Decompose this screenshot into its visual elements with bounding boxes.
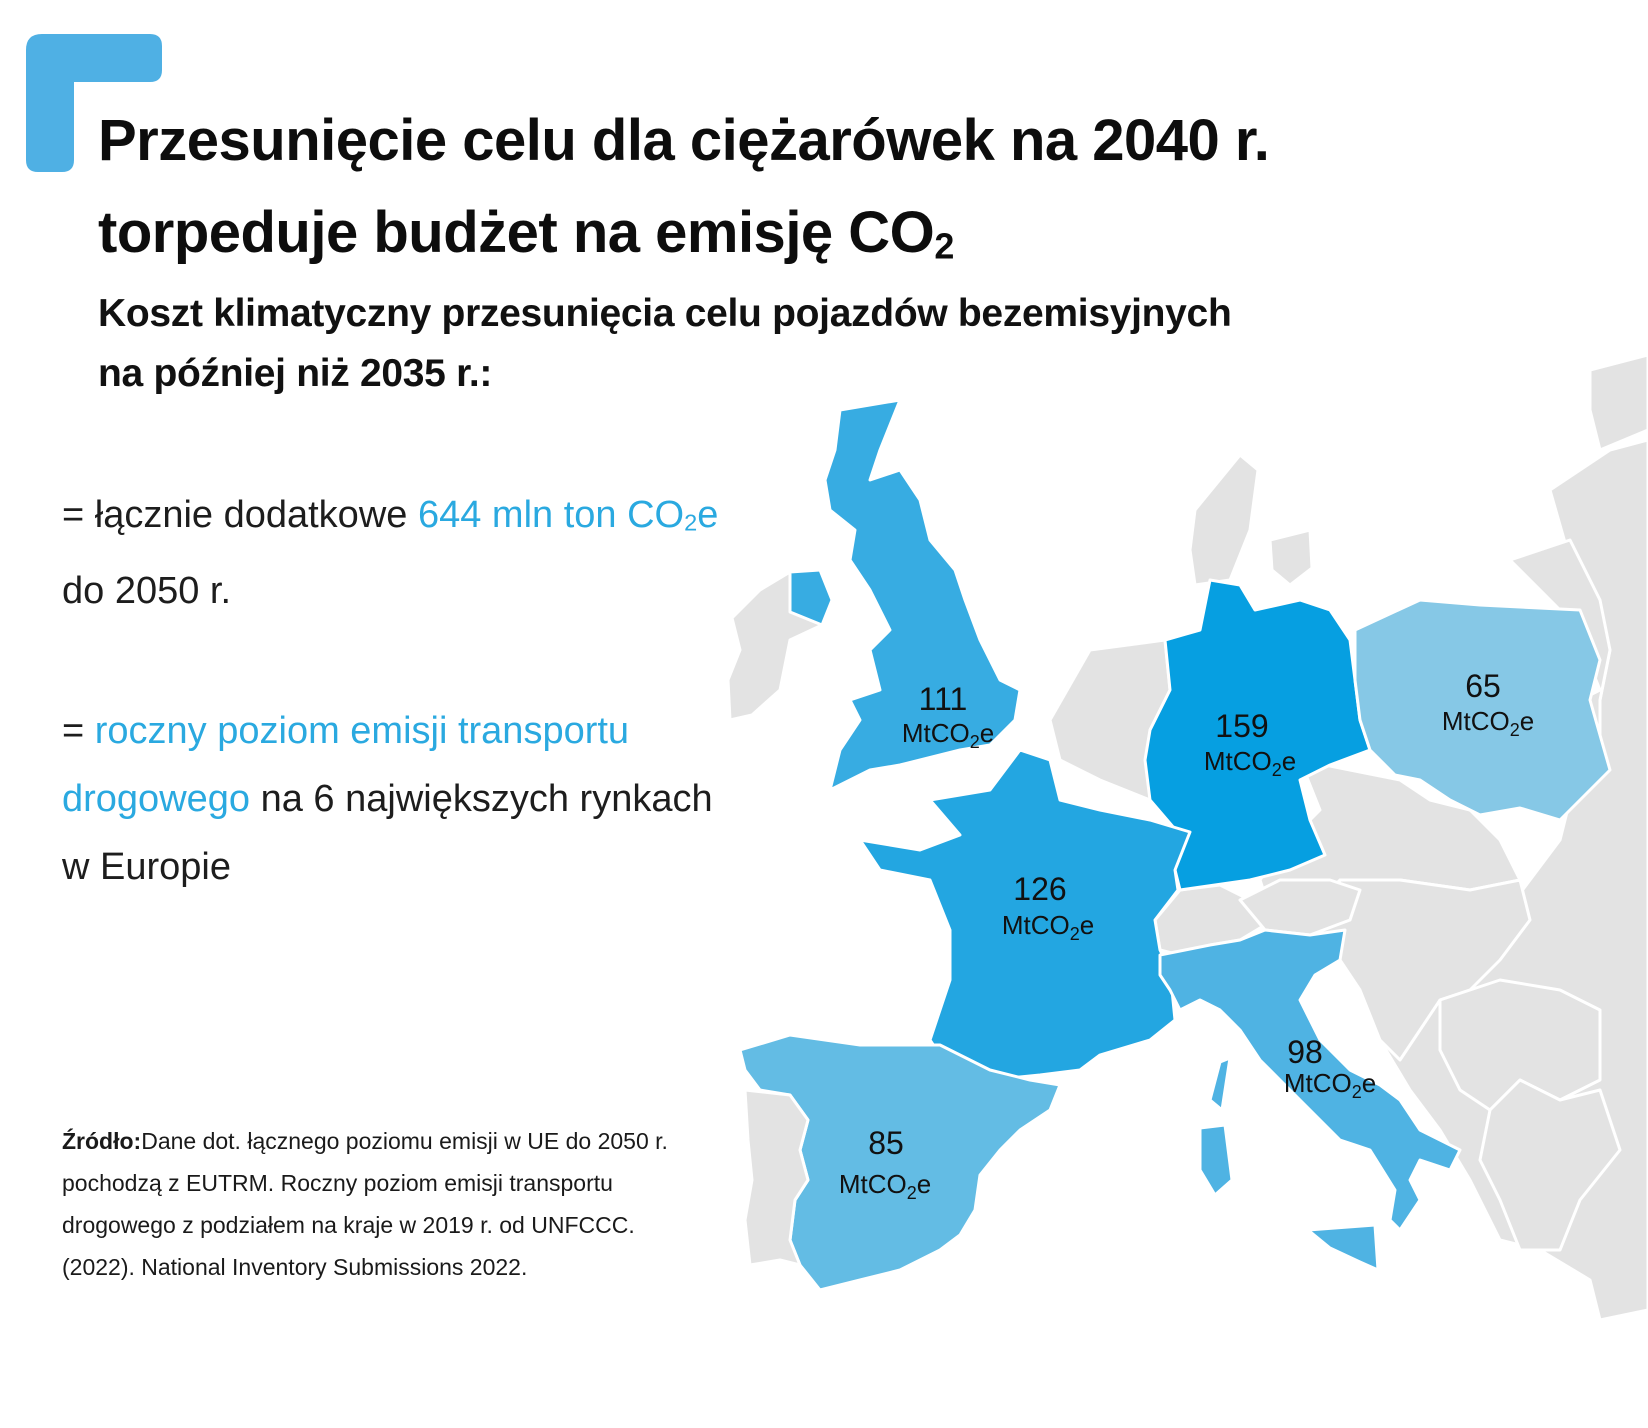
stat-total-highlight: 644 mln ton $CO_2e$ <box>417 494 719 536</box>
subtitle-line-1: Koszt klimatyczny przesunięcia celu pojazdów bezemisyjnych <box>98 292 1232 335</box>
value-uk: 111 <box>918 681 968 717</box>
source-note <box>62 1120 702 1288</box>
page-title <box>98 95 1269 292</box>
unit-poland: MtCO$_2$e <box>1441 706 1535 740</box>
value-poland: 65 <box>1465 668 1501 704</box>
subtitle <box>98 284 1231 404</box>
unit-italy: MtCO$_2$e <box>1283 1068 1377 1102</box>
value-italy: 98 <box>1287 1034 1323 1070</box>
unit-france: MtCO$_2$e <box>1001 910 1095 944</box>
stat-annual-emissions: = roczny poziom emisji transportu drogowego na 6 największych rynkach w Europie <box>62 710 713 888</box>
value-germany: 159 <box>1215 708 1269 744</box>
title-line-2: torpeduje budżet na emisję $CO_2$ <box>98 200 954 267</box>
source-text: Dane dot. łącznego poziomu emisji w UE do 2050 r. pochodzą z EUTRM. Roczny poziom emisji transportu drogowego z podziałem na kraje w 2019 r. od UNFCCC. (2022). National Inventory Submissions 2022. <box>62 1128 668 1280</box>
title-co2-subscript: 2 <box>934 225 954 267</box>
unit-uk: MtCO$_2$e <box>901 718 995 752</box>
title-line-1: Przesunięcie celu dla ciężarówek na 2040 r. <box>98 108 1270 173</box>
value-spain: 85 <box>868 1125 904 1161</box>
stat-total-emissions: = łącznie dodatkowe 644 mln ton $CO_2e$ do 2050 r. <box>62 494 719 612</box>
stat-annual-highlight: roczny poziom emisji transportu drogowego <box>62 710 630 820</box>
region-france-corsica <box>1210 1058 1230 1110</box>
subtitle-line-2: na później niż 2035 r.: <box>98 352 493 395</box>
source-label: Źródło: <box>62 1128 142 1154</box>
region-italy-sardinia <box>1200 1125 1232 1195</box>
value-france: 126 <box>1013 871 1067 907</box>
unit-germany: MtCO$_2$e <box>1203 746 1297 780</box>
region-italy-sicily <box>1308 1225 1378 1270</box>
unit-spain: MtCO$_2$e <box>838 1169 932 1203</box>
